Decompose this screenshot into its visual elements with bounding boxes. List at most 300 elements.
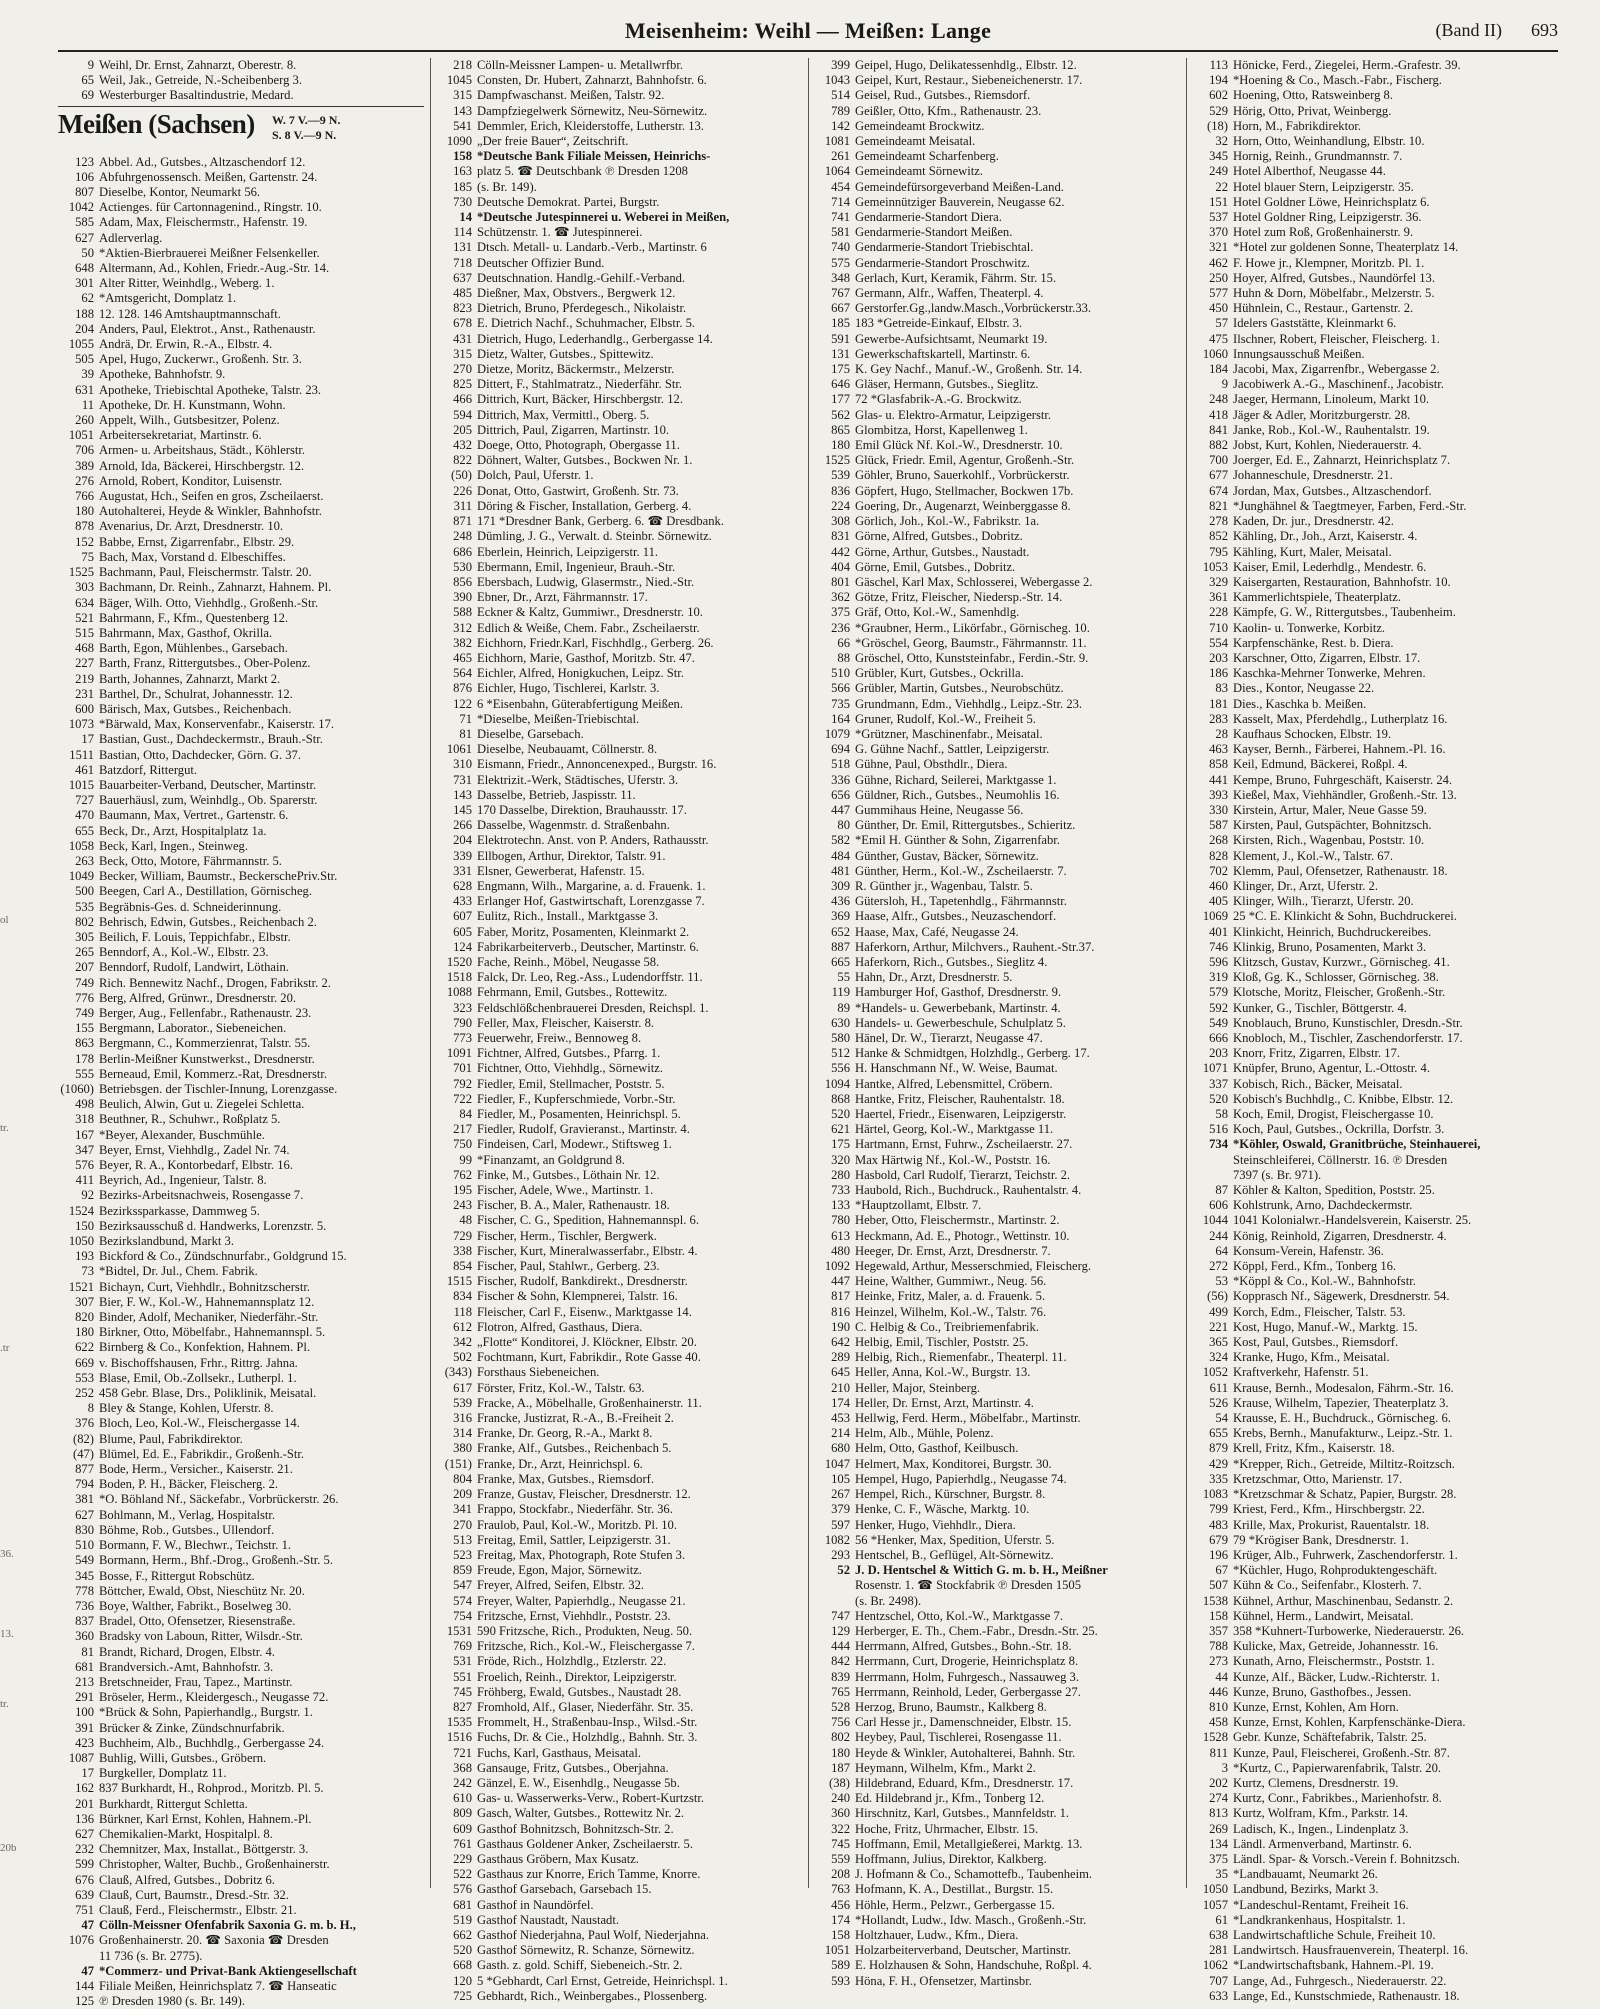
phone-number: (1060) (60, 1082, 94, 1096)
entry-text: Bormann, F. W., Blechwr., Teichstr. 1. (99, 1538, 292, 1553)
entry-text: (s. Br. 2498). (855, 1593, 922, 1608)
directory-entry (1192, 1654, 1558, 1669)
phone-number: 370 (1209, 225, 1228, 240)
entry-text: Demmler, Erich, Kleiderstoffe, Lutherstr. 13. (477, 118, 704, 133)
entry-text: Hotel zum Roß, Großenhainerstr. 9. (1233, 225, 1414, 240)
entry-text: 72 *Glasfabrik-A.-G. Brockwitz. (855, 392, 1022, 407)
phone-number: 389 (75, 458, 94, 473)
directory-entry (58, 1629, 424, 1644)
margin-mark: .tr (0, 1342, 10, 1354)
directory-entry (436, 1274, 802, 1289)
phone-number: 232 (75, 1842, 94, 1857)
directory-entry (814, 1183, 1180, 1198)
phone-number: 196 (1209, 1547, 1228, 1562)
entry-text: *Graubner, Herm., Likörfabr., Görnischeg. 10. (855, 620, 1090, 635)
entry-text: 7397 (s. Br. 971). (1233, 1167, 1322, 1182)
directory-entry (436, 301, 802, 316)
entry-text: Dittrich, Max, Vermittl., Oberg. 5. (477, 407, 650, 422)
entry-text: *Emil H. Günther & Sohn, Zigarrenfabr. (855, 833, 1060, 848)
entry-text: Hanke & Schmidtgen, Holzhdlg., Gerberg. 17. (855, 1046, 1090, 1061)
phone-number: 576 (453, 1882, 472, 1897)
phone-number: 185 (453, 179, 472, 194)
directory-entry (436, 1350, 802, 1365)
entry-text: Altermann, Ad., Kohlen, Friedr.-Aug.-Str. 14. (99, 261, 330, 276)
phone-number: 158 (1209, 1608, 1228, 1623)
entry-text: Hempel, Rich., Kürschner, Burgstr. 8. (855, 1487, 1046, 1502)
entry-text: Jacobiwerk A.-G., Maschinenf., Jacobistr. (1233, 377, 1444, 392)
directory-entry (814, 1578, 1180, 1593)
directory-entry (1192, 1061, 1558, 1076)
entry-text: Heller, Dr. Ernst, Arzt, Martinstr. 4. (855, 1395, 1034, 1410)
directory-entry (814, 423, 1180, 438)
directory-entry (58, 824, 424, 839)
phone-number: 681 (453, 1897, 472, 1912)
phone-number: 834 (453, 1289, 472, 1304)
phone-number: 523 (453, 1547, 472, 1562)
entry-text: Gasthof in Naundörfel. (477, 1897, 594, 1912)
entry-text: Krause, Wilhelm, Tapezier, Theaterplatz 3. (1233, 1395, 1449, 1410)
entry-text: Gasthof Garsebach, Garsebach 15. (477, 1882, 652, 1897)
phone-number: 99 (459, 1152, 472, 1167)
directory-entry (814, 1153, 1180, 1168)
entry-text: Fache, Reinh., Möbel, Neugasse 58. (477, 954, 660, 969)
entry-text: Bauarbeiter-Verband, Deutscher, Martinstr. (99, 777, 317, 792)
directory-entry (814, 1806, 1180, 1821)
phone-number: 319 (1209, 970, 1228, 985)
directory-entry (814, 1198, 1180, 1213)
phone-number: 174 (831, 1395, 850, 1410)
phone-number: 876 (453, 681, 472, 696)
phone-number: 794 (75, 1477, 94, 1492)
entry-text: *Landkrankenhaus, Hospitalstr. 1. (1233, 1912, 1406, 1927)
directory-entry (814, 818, 1180, 833)
phone-number: 158 (831, 1927, 850, 1942)
entry-text: *Hoening & Co., Masch.-Fabr., Fischerg. (1233, 73, 1442, 88)
directory-entry (436, 210, 802, 225)
phone-number: 1511 (69, 747, 94, 762)
directory-entry (814, 1289, 1180, 1304)
entry-text: Hellwig, Ferd. Herm., Möbelfabr., Martinstr. (855, 1411, 1081, 1426)
directory-entry (436, 1867, 802, 1882)
directory-entry (436, 560, 802, 575)
entry-text: Gänzel, E. W., Eisenhdlg., Neugasse 5b. (477, 1775, 680, 1790)
entry-text: Klotsche, Moritz, Fleischer, Großenh.-Str. (1233, 985, 1446, 1000)
directory-entry (1192, 1092, 1558, 1107)
entry-text: Gütersloh, H., Tapetenhdlg., Fährmannstr. (855, 894, 1067, 909)
phone-number: 307 (75, 1294, 94, 1309)
entry-text: Behrisch, Edwin, Gutsbes., Reichenbach 2. (99, 914, 317, 929)
directory-entry (58, 580, 424, 595)
directory-entry (58, 1447, 424, 1462)
directory-entry (58, 1264, 424, 1279)
entry-text: Carl Hesse jr., Damenschneider, Elbstr. 15. (855, 1715, 1072, 1730)
directory-entry (436, 332, 802, 347)
entry-text: Apotheke, Triebischtal Apotheke, Talstr. 23. (99, 382, 322, 397)
directory-entry (814, 1107, 1180, 1122)
entry-text: Schützenstr. 1. ☎ Jutespinnerei. (477, 225, 643, 240)
entry-text: Barth, Franz, Rittergutsbes., Ober-Polenz. (99, 656, 311, 671)
directory-entry (814, 1958, 1180, 1973)
phone-number: 773 (453, 1031, 472, 1045)
entry-text: *Hollandt, Ludw., Idw. Masch., Großenh.-Str. (855, 1912, 1087, 1927)
phone-number: 345 (75, 1568, 94, 1583)
entry-text: Adlerverlag. (99, 230, 163, 245)
entry-text: Klinkig, Bruno, Posamenten, Markt 3. (1233, 939, 1427, 954)
phone-number: 401 (1209, 924, 1228, 939)
entry-text: (s. Br. 149). (477, 179, 537, 194)
entry-text: Geipel, Kurt, Restaur., Siebeneichenerstr. 17. (855, 73, 1083, 88)
entry-text: Kraftverkehr, Hafenstr. 51. (1233, 1365, 1369, 1380)
phone-number: 203 (1209, 1046, 1228, 1061)
directory-entry (814, 1822, 1180, 1837)
phone-number: 66 (837, 635, 850, 650)
phone-number: 369 (831, 909, 850, 924)
phone-number: 749 (75, 1005, 94, 1020)
directory-entry (436, 134, 802, 149)
entry-text: Grundmann, Edm., Viehhdlg., Leipz.-Str. 23. (855, 696, 1083, 711)
entry-text: Bergmann, Laborator., Siebeneichen. (99, 1021, 287, 1036)
entry-text: v. Bischoffshausen, Frhr., Rittrg. Jahna. (99, 1355, 298, 1370)
directory-entry (436, 1943, 802, 1958)
directory-entry (814, 925, 1180, 940)
phone-number: 762 (453, 1167, 472, 1182)
column-rule (808, 58, 809, 1888)
phone-number: 318 (75, 1112, 94, 1127)
phone-number: 207 (75, 960, 94, 975)
phone-number: 725 (453, 1988, 472, 2003)
directory-entry (436, 1624, 802, 1639)
entry-text: Janke, Rob., Kol.-W., Rauhentalstr. 19. (1233, 422, 1430, 437)
directory-entry (814, 210, 1180, 225)
entry-text: Hentzschel, Otto, Kol.-W., Marktgasse 7. (855, 1608, 1063, 1623)
directory-entry (814, 1867, 1180, 1882)
entry-text: Dietz, Walter, Gutsbes., Spittewitz. (477, 346, 654, 361)
entry-text: Ellbogen, Arthur, Direktor, Talstr. 91. (477, 848, 666, 863)
phone-number: 205 (453, 422, 472, 437)
directory-entry (436, 909, 802, 924)
entry-text: Kretzschmar, Otto, Marienstr. 17. (1233, 1471, 1403, 1486)
directory-entry (1192, 1365, 1558, 1380)
phone-number: 124 (453, 939, 472, 954)
directory-entry (814, 1852, 1180, 1867)
column-rule (1186, 58, 1187, 1888)
directory-entry (1192, 1441, 1558, 1456)
directory-entry (1192, 1320, 1558, 1335)
phone-number: 856 (453, 574, 472, 589)
entry-text: Lange, Ad., Fuhrgesch., Niederauerstr. 22. (1233, 1973, 1447, 1988)
entry-text: Brandt, Richard, Drogen, Elbstr. 4. (99, 1644, 275, 1659)
entry-text: Gasthaus Goldener Anker, Zscheilaerstr. 5. (477, 1836, 693, 1851)
directory-entry (58, 915, 424, 930)
entry-text: Beck, Otto, Motore, Fährmannstr. 5. (99, 853, 282, 868)
phone-number: 789 (831, 103, 850, 118)
phone-number: 89 (837, 1000, 850, 1015)
phone-number: 736 (75, 1598, 94, 1613)
directory-entry (436, 1594, 802, 1609)
entry-text: Autohalterei, Heyde & Winkler, Bahnhofstr. (99, 504, 322, 519)
entry-text: *Kretzschmar & Schatz, Papier, Burgstr. 28. (1233, 1487, 1457, 1502)
directory-entry (436, 1791, 802, 1806)
phone-number: 648 (75, 261, 94, 276)
directory-entry (436, 1259, 802, 1274)
phone-number: 878 (75, 519, 94, 534)
directory-entry (1192, 1928, 1558, 1943)
entry-text: Böhme, Rob., Gutsbes., Ullendorf. (99, 1522, 275, 1537)
phone-number: 530 (453, 559, 472, 574)
directory-entry (436, 940, 802, 955)
phone-number: 186 (1209, 666, 1228, 681)
phone-number: 1060 (1202, 346, 1228, 361)
phone-number: 795 (1209, 544, 1228, 559)
directory-entry (58, 504, 424, 519)
entry-text: Fiedler, Emil, Stellmacher, Poststr. 5. (477, 1076, 665, 1091)
entry-text: *Gröschel, Georg, Baumstr., Fährmannstr. 11. (855, 635, 1087, 650)
phone-number: 61 (1215, 1912, 1228, 1927)
entry-text: Günther, Herm., Kol.-W., Zscheilaerstr. 7. (855, 863, 1067, 878)
directory-entry (1192, 605, 1558, 620)
directory-entry (814, 1244, 1180, 1259)
directory-entry (436, 864, 802, 879)
page-header (58, 16, 1558, 52)
margin-mark: ol (0, 914, 9, 926)
directory-entry (1192, 332, 1558, 347)
entry-text: Barthel, Dr., Schulrat, Johannesstr. 12. (99, 686, 293, 701)
entry-text: Bloch, Leo, Kol.-W., Fleischergasse 14. (99, 1416, 300, 1431)
entry-text: Fuchs, Karl, Gasthaus, Meisatal. (477, 1745, 642, 1760)
directory-entry (58, 1325, 424, 1340)
directory-entry (814, 195, 1180, 210)
phone-number: 268 (1209, 833, 1228, 848)
directory-entry (814, 316, 1180, 331)
entry-text: *Hauptzollamt, Elbstr. 7. (855, 1198, 982, 1213)
directory-entry (58, 88, 424, 103)
entry-text: Günther, Dr. Emil, Rittergutsbes., Schieritz. (855, 818, 1076, 833)
phone-number: 706 (75, 443, 94, 458)
directory-entry (814, 514, 1180, 529)
directory-entry (58, 1371, 424, 1386)
phone-number: 1515 (446, 1274, 472, 1289)
entry-text: Beuthner, R., Schuhwr., Roßplatz 5. (99, 1112, 281, 1127)
directory-entry (436, 773, 802, 788)
phone-number: 281 (1209, 1943, 1228, 1958)
entry-text: Bezirkslandbund, Markt 3. (99, 1234, 235, 1249)
phone-number: 336 (831, 772, 850, 787)
phone-number: 338 (453, 1243, 472, 1258)
phone-number: 731 (453, 772, 472, 787)
entry-text: Barth, Johannes, Zahnarzt, Markt 2. (99, 671, 281, 686)
phone-number: 58 (1215, 1107, 1228, 1122)
entry-text: Fischer, Rudolf, Bankdirekt., Dresdnerstr. (477, 1274, 688, 1289)
entry-text: Consten, Dr. Hubert, Zahnarzt, Bahnhofstr. 6. (477, 73, 707, 88)
phone-number: 714 (831, 194, 850, 209)
phone-number: 195 (453, 1183, 472, 1198)
directory-entry (814, 453, 1180, 468)
directory-entry (1192, 1776, 1558, 1791)
entry-text: Batzdorf, Rittergut. (99, 762, 198, 777)
entry-text: Beyer, R. A., Kontorbedarf, Elbstr. 16. (99, 1158, 293, 1173)
phone-number: 617 (453, 1380, 472, 1395)
phone-number: 655 (75, 823, 94, 838)
entry-text: Heymann, Wilhelm, Kfm., Markt 2. (855, 1760, 1036, 1775)
directory-entry (58, 1614, 424, 1629)
entry-text: Hegewald, Arthur, Messerschmied, Fleischerg. (855, 1259, 1092, 1274)
entry-text: Jobst, Kurt, Kohlen, Niederauerstr. 4. (1233, 438, 1422, 453)
phone-number: 381 (75, 1492, 94, 1507)
entry-text: Innungsausschuß Meißen. (1233, 346, 1365, 361)
phone-number: 375 (831, 605, 850, 620)
entry-text: J. D. Hentschel & Wittich G. m. b. H., Meißner (855, 1563, 1108, 1578)
directory-entry (436, 1654, 802, 1669)
entry-text: Apel, Hugo, Zuckerwr., Großenh. Str. 3. (99, 352, 302, 367)
entry-text: Keil, Edmund, Bäckerei, Roßpl. 4. (1233, 757, 1408, 772)
directory-entry (58, 1842, 424, 1857)
directory-entry (1192, 590, 1558, 605)
phone-number: 585 (75, 215, 94, 230)
directory-entry (1192, 1153, 1558, 1168)
entry-text: Bohlmann, M., Verlag, Hospitalstr. (99, 1507, 276, 1522)
entry-text: Göhler, Bruno, Sauerkohlf., Vorbrückerstr. (855, 468, 1070, 483)
directory-entry (436, 1639, 802, 1654)
entry-text: Gasthaus Gröbern, Max Kusatz. (477, 1851, 639, 1866)
phone-number: 231 (75, 686, 94, 701)
entry-text: Dampfwaschanst. Meißen, Talstr. 92. (477, 88, 665, 103)
phone-number: 278 (1209, 514, 1228, 529)
entry-text: Anders, Paul, Elektrot., Anst., Rathenaustr. (99, 321, 316, 336)
phone-number: 554 (1209, 635, 1228, 650)
directory-entry (436, 833, 802, 848)
directory-entry (1192, 438, 1558, 453)
entry-text: Fraulob, Paul, Kol.-W., Moritzb. Pl. 10. (477, 1517, 677, 1532)
phone-number: 1071 (1202, 1061, 1228, 1076)
entry-text: Deutscher Offizier Bund. (477, 255, 605, 270)
entry-text: Geißler, Otto, Kfm., Rathenaustr. 23. (855, 103, 1042, 118)
entry-text: Hoffmann, Emil, Metallgießerei, Marktg. 13. (855, 1836, 1083, 1851)
directory-entry (1192, 894, 1558, 909)
phone-number: 228 (1209, 605, 1228, 620)
entry-text: *Köppl & Co., Kol.-W., Bahnhofstr. (1233, 1274, 1416, 1289)
phone-number: 612 (453, 1319, 472, 1334)
phone-number: 461 (75, 762, 94, 777)
directory-entry (1192, 423, 1558, 438)
entry-text: Gasthof Bohnitzsch, Bohnitzsch-Str. 2. (477, 1821, 674, 1836)
phone-number: 136 (75, 1811, 94, 1826)
phone-number: 219 (75, 671, 94, 686)
entry-text: Kasselt, Max, Pferdehdlg., Lutherplatz 16. (1233, 711, 1448, 726)
directory-entry (1192, 1518, 1558, 1533)
directory-entry (436, 1016, 802, 1031)
entry-text: Froelich, Reinh., Direktor, Leipzigerstr. (477, 1669, 677, 1684)
directory-entry (436, 985, 802, 1000)
entry-text: Bachmann, Paul, Fleischermstr. Talstr. 20. (99, 565, 312, 580)
entry-list (814, 58, 1180, 1989)
directory-entry (58, 1173, 424, 1188)
phone-number: 450 (1209, 301, 1228, 316)
phone-number: 701 (453, 1061, 472, 1076)
directory-entry (436, 1365, 802, 1380)
directory-entry (814, 1639, 1180, 1654)
phone-number: 733 (831, 1183, 850, 1198)
phone-number: 331 (453, 863, 472, 878)
directory-entry (814, 438, 1180, 453)
entry-text: Fiedler, M., Posamenten, Heinrichspl. 5. (477, 1107, 681, 1122)
entry-text: Hoche, Fritz, Uhrmacher, Elbstr. 15. (855, 1821, 1039, 1836)
directory-entry (58, 656, 424, 671)
directory-entry (1192, 1806, 1558, 1821)
entry-text: Germann, Alfr., Waffen, Theaterpl. 4. (855, 286, 1044, 301)
phone-number: 727 (75, 793, 94, 808)
directory-entry (1192, 651, 1558, 666)
phone-number: 252 (75, 1386, 94, 1401)
entry-text: Benndorf, A., Kol.-W., Elbstr. 23. (99, 945, 269, 960)
phone-number: 175 (831, 362, 850, 377)
directory-columns (58, 58, 1558, 2009)
entry-text: Berg, Alfred, Grünwr., Dresdnerstr. 20. (99, 990, 297, 1005)
phone-number: 756 (831, 1715, 850, 1730)
phone-number: 637 (453, 270, 472, 285)
directory-entry (1192, 1791, 1558, 1806)
entry-text: Glombitza, Horst, Kapellenweg 1. (855, 422, 1028, 437)
entry-text: Heller, Major, Steinberg. (855, 1380, 981, 1395)
entry-text: Ed. Hildebrand jr., Kfm., Tonberg 12. (855, 1791, 1045, 1806)
entry-text: Bley & Stange, Kohlen, Uferstr. 8. (99, 1401, 274, 1416)
phone-number: 811 (1209, 1745, 1228, 1760)
directory-entry (436, 727, 802, 742)
directory-entry (1192, 757, 1558, 772)
directory-entry (436, 164, 802, 179)
phone-number: 57 (1215, 316, 1228, 331)
phone-number: 1050 (1202, 1882, 1228, 1897)
phone-number: 710 (1209, 620, 1228, 635)
entry-text: Franke, Alf., Gutsbes., Reichenbach 5. (477, 1441, 672, 1456)
directory-entry (58, 489, 424, 504)
entry-text: Fichtner, Alfred, Gutsbes., Pfarrg. 1. (477, 1046, 661, 1061)
phone-number: 379 (831, 1502, 850, 1517)
entry-text: Alter Ritter, Weinhdlg., Weberg. 1. (99, 276, 275, 291)
phone-number: 734 (1209, 1137, 1228, 1152)
directory-entry (58, 1295, 424, 1310)
directory-entry (814, 347, 1180, 362)
phone-number: 337 (1209, 1076, 1228, 1091)
phone-number: 134 (1209, 1836, 1228, 1851)
entry-text: Beilich, F. Louis, Teppichfabr., Elbstr. (99, 929, 291, 944)
entry-text: Boden, P. H., Bäcker, Fleischerg. 2. (99, 1477, 279, 1492)
directory-entry (436, 453, 802, 468)
entry-text: Bormann, Herm., Bhf.-Drog., Großenh.-Str. 5. (99, 1553, 333, 1568)
entry-text: Filiale Meißen, Heinrichsplatz 7. ☎ Hanseatic (99, 1978, 337, 1993)
phone-number: 729 (453, 1228, 472, 1243)
entry-text: Fochtmann, Kurt, Fabrikdir., Rote Gasse 40. (477, 1350, 701, 1365)
directory-entry (1192, 286, 1558, 301)
directory-entry (1192, 1852, 1558, 1867)
directory-entry (58, 1949, 424, 1964)
phone-number: 1531 (446, 1623, 472, 1638)
directory-entry (58, 626, 424, 641)
entry-text: Fromhold, Alf., Glaser, Niederfähr. Str. 35. (477, 1699, 694, 1714)
entry-text: Donat, Otto, Gastwirt, Großenh. Str. 73. (477, 483, 679, 498)
entry-text: Edlich & Weiße, Chem. Fabr., Zscheilaerstr. (477, 620, 700, 635)
directory-entry (1192, 134, 1558, 149)
entry-text: Fischer, Paul, Stahlwr., Gerberg. 23. (477, 1259, 660, 1274)
directory-entry (58, 1052, 424, 1067)
directory-entry (436, 1320, 802, 1335)
phone-number: 180 (831, 438, 850, 453)
entry-text: Ilschner, Robert, Fleischer, Fleischerg. 1. (1233, 331, 1440, 346)
phone-number: 531 (453, 1654, 472, 1669)
phone-number: 11 (81, 397, 94, 412)
directory-entry (814, 1137, 1180, 1152)
phone-number: 694 (831, 742, 850, 757)
directory-entry (814, 697, 1180, 712)
